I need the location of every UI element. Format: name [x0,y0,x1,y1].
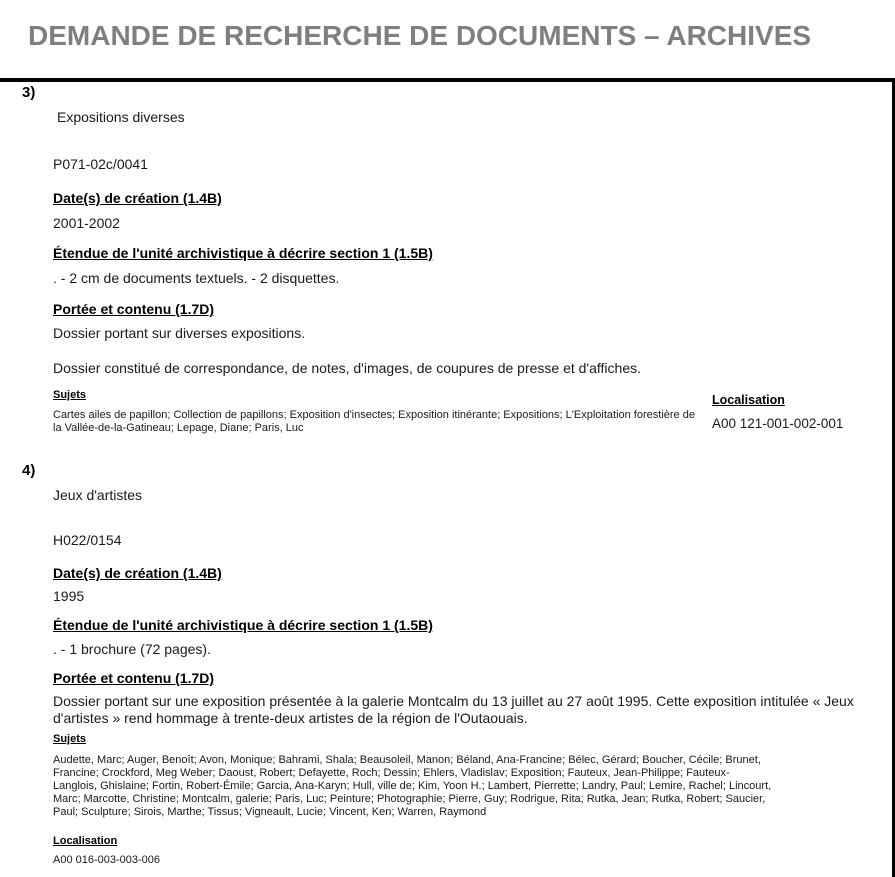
subjects-text: Audette, Marc; Auger, Benoît; Avon, Monique; Bahrami, Shala; Beausoleil, Manon; Béland, Ana-Francine; Bélec, Gérard; Boucher, Cécile; Brunet, Francine; Crockford, Meg Weber; Daoust, Robert; Defayette, Roch; Dessin; Ehlers, Vladislav; Exposition; Fauteux, Jean-Philippe; Fauteux-Langlois, Ghislaine; Fortin, Robert-Émile; Garcia, Ana-Karyn; Hull, ville de; Kim, Yoon H.; Lambert, Pierrette; Landry, Paul; Lemire, Rachel; Lincourt, Marc; Marcotte, Christine; Montcalm, galerie; Paris, Luc; Peinture; Photographie; Pierre, Guy; Rodrigue, Rita; Rutka, Jean; Rutka, Robert; Saucier, Paul; Sculpture; Sirois, Marthe; Tissus; Vigneault, Lucie; Vincent, Ken; Warren, Raymond [53,754,772,818]
record-reference: P071-02c/0041 [53,156,148,172]
location-label: Localisation [712,393,785,407]
extent-value: . - 2 cm de documents textuels. - 2 disquettes. [53,270,340,286]
subjects-label: Sujets [53,733,87,745]
date-label: Date(s) de création (1.4B) [53,565,222,581]
page-title: DEMANDE DE RECHERCHE DE DOCUMENTS – ARCHIVES [28,20,812,51]
subjects-text: Cartes ailes de papillon; Collection de papillons; Exposition d'insectes; Exposition itinérante; Expositions; L'Exploitation forestière de la Vallée-de-la-Gatineau; Lepage, Diane; Paris, Luc [53,409,695,434]
location-value: A00 121-001-002-001 [712,416,844,431]
extent-label: Étendue de l'unité archivistique à décrire section 1 (1.5B) [53,617,433,633]
record-number: 4) [22,462,36,479]
scope-text: Dossier portant sur une exposition présentée à la galerie Montcalm du 13 juillet au 27 août 1995. Cette exposition intitulée « Jeux d'artistes » rend hommage à trente-deux artistes de la région de l'Outaouais. [53,693,854,726]
location-label: Localisation [53,835,118,847]
location-value: A00 016-003-003-006 [53,854,161,866]
date-value: 1995 [53,588,85,604]
record-number: 3) [22,84,36,101]
record-reference: H022/0154 [53,532,122,548]
scope-label: Portée et contenu (1.7D) [53,301,215,317]
scope-label: Portée et contenu (1.7D) [53,670,215,686]
extent-value: . - 1 brochure (72 pages). [53,641,211,657]
scope-line-1: Dossier portant sur diverses expositions. [53,325,306,341]
date-label: Date(s) de création (1.4B) [53,190,222,206]
top-divider [0,78,895,82]
scope-line-2: Dossier constitué de correspondance, de notes, d'images, de coupures de presse et d'affiches. [53,360,641,376]
date-value: 2001-2002 [53,215,120,231]
extent-label: Étendue de l'unité archivistique à décrire section 1 (1.5B) [53,245,433,261]
subjects-label: Sujets [53,389,87,401]
record-title: Jeux d'artistes [53,487,143,503]
record-title: Expositions diverses [57,109,185,125]
